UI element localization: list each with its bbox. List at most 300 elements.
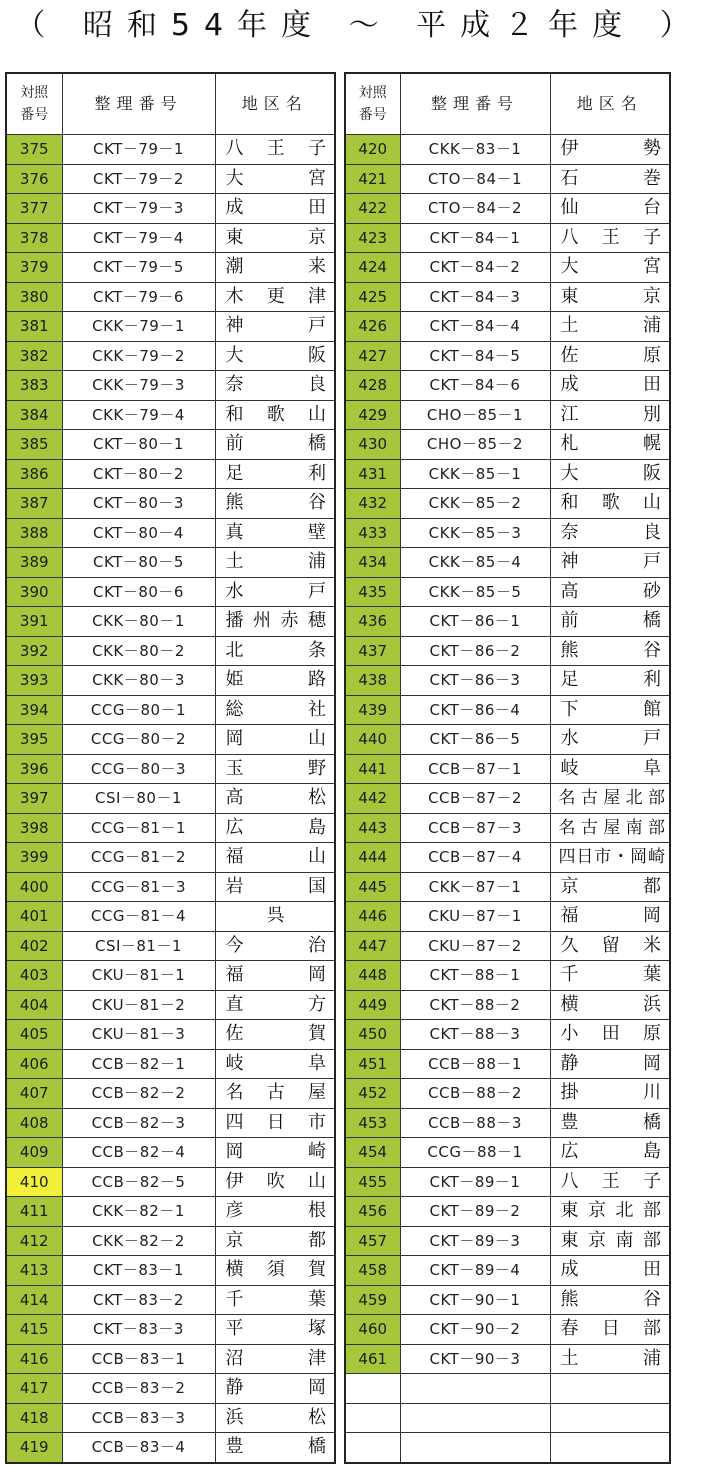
reference-number: 375	[6, 135, 62, 165]
table-row	[6, 1403, 335, 1433]
table-row	[345, 872, 670, 902]
area-name: 四日市	[225, 1111, 326, 1133]
reference-number: 407	[6, 1079, 62, 1109]
table-row	[6, 1344, 335, 1374]
reference-number: 447	[345, 931, 400, 961]
area-name-cell	[215, 1167, 335, 1197]
record-code: CKT－86－4	[400, 695, 550, 725]
left-table-body	[6, 135, 335, 1463]
table-row	[6, 223, 335, 253]
record-code: CKT－80－3	[62, 489, 215, 519]
reference-number: 452	[345, 1079, 400, 1109]
area-name: 奈良	[560, 521, 661, 543]
header-code: 整理番号	[62, 73, 215, 135]
table-row	[345, 223, 670, 253]
table-row	[345, 1108, 670, 1138]
table-row	[345, 430, 670, 460]
area-name: 熊谷	[560, 639, 661, 661]
area-name-cell	[215, 1020, 335, 1050]
table-row	[6, 1079, 335, 1109]
reference-number: 424	[345, 253, 400, 283]
table-row	[345, 961, 670, 991]
area-name-cell	[215, 813, 335, 843]
record-code: CKT－88－3	[400, 1020, 550, 1050]
reference-number: 451	[345, 1049, 400, 1079]
page-title: （ 昭和54年度 ～ 平成２年度 ）	[15, 8, 704, 43]
area-name: 四日市・岡崎	[558, 847, 665, 868]
area-name-cell	[550, 548, 670, 578]
table-row	[6, 1374, 335, 1404]
area-name: 小田原	[560, 1023, 661, 1045]
area-name: 潮来	[225, 256, 326, 278]
area-name: 福岡	[225, 964, 326, 986]
area-name: 成田	[560, 1259, 661, 1281]
record-code: CKT－90－1	[400, 1285, 550, 1315]
record-code: CKT－89－3	[400, 1226, 550, 1256]
reference-number: 411	[6, 1197, 62, 1227]
reference-number: 402	[6, 931, 62, 961]
table-row	[345, 607, 670, 637]
record-code: CKT－83－3	[62, 1315, 215, 1345]
table-row	[6, 813, 335, 843]
table-row	[6, 489, 335, 519]
table-row	[345, 400, 670, 430]
reference-number: 397	[6, 784, 62, 814]
record-code: CKT－79－2	[62, 164, 215, 194]
table-row	[6, 548, 335, 578]
table-row	[345, 489, 670, 519]
reference-number: 412	[6, 1226, 62, 1256]
area-name: 呉	[266, 905, 285, 927]
reference-number: 409	[6, 1138, 62, 1168]
record-code: CCB－82－5	[62, 1167, 215, 1197]
reference-number: 440	[345, 725, 400, 755]
area-name: 彦根	[225, 1200, 326, 1222]
area-name-cell	[215, 459, 335, 489]
table-row	[345, 1285, 670, 1315]
area-name-cell	[215, 194, 335, 224]
table-row	[6, 459, 335, 489]
area-name-cell	[550, 577, 670, 607]
area-name-cell	[215, 577, 335, 607]
reference-number: 415	[6, 1315, 62, 1345]
area-name-cell	[550, 990, 670, 1020]
reference-number: 435	[345, 577, 400, 607]
reference-number: 425	[345, 282, 400, 312]
header-area: 地区名	[550, 73, 670, 135]
area-name-cell	[550, 282, 670, 312]
reference-number: 445	[345, 872, 400, 902]
record-code: CKK－79－2	[62, 341, 215, 371]
record-code: CKK－82－1	[62, 1197, 215, 1227]
area-name-cell	[215, 1197, 335, 1227]
area-name-cell	[215, 754, 335, 784]
area-name-cell	[215, 1433, 335, 1463]
table-row	[345, 459, 670, 489]
reference-number: 454	[345, 1138, 400, 1168]
table-row	[6, 1197, 335, 1227]
reference-number: 446	[345, 902, 400, 932]
area-name: 前橋	[560, 610, 661, 632]
area-name: 東京	[560, 285, 661, 307]
table-row	[345, 518, 670, 548]
area-name-cell	[215, 1344, 335, 1374]
record-code: CKT－79－1	[62, 135, 215, 165]
area-name: 大宮	[225, 167, 326, 189]
area-name-cell	[215, 1285, 335, 1315]
area-name: 仙台	[560, 197, 661, 219]
table-row	[345, 1344, 670, 1374]
area-name-cell	[215, 1315, 335, 1345]
area-name: 東京北部	[560, 1200, 661, 1222]
record-code: CKU－87－1	[400, 902, 550, 932]
reference-number: 380	[6, 282, 62, 312]
reference-number: 391	[6, 607, 62, 637]
area-name: 姫路	[225, 669, 326, 691]
area-name: 奈良	[225, 374, 326, 396]
header-number-line2: 番号	[20, 107, 49, 123]
area-name: 浜松	[225, 1406, 326, 1428]
area-name-cell	[550, 813, 670, 843]
area-name: 名古屋南部	[558, 817, 665, 838]
table-row	[345, 1403, 670, 1433]
area-name-cell	[550, 223, 670, 253]
area-name: 水戸	[225, 580, 326, 602]
area-name: 成田	[560, 374, 661, 396]
table-row	[6, 341, 335, 371]
table-row	[345, 1079, 670, 1109]
table-row	[345, 577, 670, 607]
area-name-cell	[215, 164, 335, 194]
area-name: 掛川	[560, 1082, 661, 1104]
record-code: CKT－84－6	[400, 371, 550, 401]
area-name-cell	[215, 843, 335, 873]
reference-number: 410	[6, 1167, 62, 1197]
area-name-cell	[215, 430, 335, 460]
record-code: CKT－89－4	[400, 1256, 550, 1286]
area-name-cell	[550, 1226, 670, 1256]
area-name-cell	[550, 1344, 670, 1374]
area-name-cell	[215, 1049, 335, 1079]
right-table	[344, 72, 671, 1464]
table-row	[6, 1315, 335, 1345]
reference-number: 379	[6, 253, 62, 283]
record-code: CKT－80－1	[62, 430, 215, 460]
area-name-cell	[215, 1226, 335, 1256]
record-code: CKT－79－3	[62, 194, 215, 224]
reference-number: 416	[6, 1344, 62, 1374]
area-name-cell	[550, 902, 670, 932]
area-name-cell	[215, 400, 335, 430]
record-code: CCB－88－1	[400, 1049, 550, 1079]
area-name-cell	[215, 1403, 335, 1433]
reference-number: 443	[345, 813, 400, 843]
reference-number: 459	[345, 1285, 400, 1315]
area-name: 熊谷	[560, 1288, 661, 1310]
header-code: 整理番号	[400, 73, 550, 135]
reference-number: 420	[345, 135, 400, 165]
area-name-cell	[215, 1138, 335, 1168]
header-number-line1: 対照	[20, 85, 49, 101]
header-area: 地区名	[215, 73, 335, 135]
reference-number: 432	[345, 489, 400, 519]
area-name: 足利	[225, 462, 326, 484]
area-name: 土浦	[560, 315, 661, 337]
area-name: 岐阜	[560, 757, 661, 779]
area-name: 名古屋北部	[558, 788, 665, 809]
area-name-cell	[215, 1079, 335, 1109]
record-code: CKT－84－1	[400, 223, 550, 253]
area-name-cell	[550, 400, 670, 430]
record-code: CKT－84－5	[400, 341, 550, 371]
table-row	[345, 253, 670, 283]
table-row	[6, 1167, 335, 1197]
reference-number: 377	[6, 194, 62, 224]
record-code: CKT－80－6	[62, 577, 215, 607]
area-name-cell	[550, 194, 670, 224]
table-row	[345, 164, 670, 194]
table-row	[6, 282, 335, 312]
record-code: CCB－83－2	[62, 1374, 215, 1404]
area-name-cell	[215, 1374, 335, 1404]
record-code: CKK－79－4	[62, 400, 215, 430]
area-name: 前橋	[225, 433, 326, 455]
table-row	[6, 518, 335, 548]
area-name: 久留米	[560, 934, 661, 956]
table-row	[345, 1433, 670, 1463]
area-name-cell	[215, 548, 335, 578]
area-name-cell	[215, 636, 335, 666]
table-row	[345, 135, 670, 165]
record-code: CCG－81－3	[62, 872, 215, 902]
area-name-cell	[550, 1285, 670, 1315]
table-row	[345, 784, 670, 814]
table-row	[6, 1226, 335, 1256]
area-name-cell	[215, 253, 335, 283]
area-name: 佐原	[560, 344, 661, 366]
table-row	[345, 754, 670, 784]
area-name: 広島	[560, 1141, 661, 1163]
area-name-cell	[550, 1403, 670, 1433]
table-row	[6, 312, 335, 342]
area-name-cell	[550, 1138, 670, 1168]
record-code: CCB－88－3	[400, 1108, 550, 1138]
area-name-cell	[215, 312, 335, 342]
record-code: CKT－80－4	[62, 518, 215, 548]
area-name-cell	[215, 223, 335, 253]
record-code: CKT－79－5	[62, 253, 215, 283]
record-code: CTO－84－1	[400, 164, 550, 194]
table-row	[6, 902, 335, 932]
record-code: CKT－89－2	[400, 1197, 550, 1227]
reference-number: 396	[6, 754, 62, 784]
reference-number: 433	[345, 518, 400, 548]
record-code: CCB－83－3	[62, 1403, 215, 1433]
area-name: 熊谷	[225, 492, 326, 514]
area-name-cell	[550, 1315, 670, 1345]
table-row	[345, 902, 670, 932]
table-row	[345, 1167, 670, 1197]
reference-number: 378	[6, 223, 62, 253]
reference-number: 442	[345, 784, 400, 814]
record-code: CKT－86－1	[400, 607, 550, 637]
table-row	[345, 548, 670, 578]
record-code: CKT－90－2	[400, 1315, 550, 1345]
record-code: CKK－85－3	[400, 518, 550, 548]
area-name: 平塚	[225, 1318, 326, 1340]
area-name: 八王子	[560, 1170, 661, 1192]
area-name-cell	[550, 135, 670, 165]
area-name-cell	[550, 341, 670, 371]
record-code: CKU－87－2	[400, 931, 550, 961]
area-name: 横須賀	[225, 1259, 326, 1281]
area-name-cell	[550, 253, 670, 283]
reference-number: 423	[345, 223, 400, 253]
area-name-cell	[550, 695, 670, 725]
record-code: CKK－79－1	[62, 312, 215, 342]
table-row	[6, 695, 335, 725]
record-code: CKT－79－6	[62, 282, 215, 312]
area-name: 沼津	[225, 1347, 326, 1369]
table-row	[6, 843, 335, 873]
reference-number: 417	[6, 1374, 62, 1404]
reference-number: 404	[6, 990, 62, 1020]
table-row	[6, 754, 335, 784]
table-row	[345, 371, 670, 401]
area-name: 横浜	[560, 993, 661, 1015]
reference-number: 392	[6, 636, 62, 666]
area-name-cell	[550, 1167, 670, 1197]
record-code: CSI－81－1	[62, 931, 215, 961]
record-code: CCG－80－1	[62, 695, 215, 725]
area-name-cell	[550, 1433, 670, 1463]
table-row	[6, 253, 335, 283]
area-name: 直方	[225, 993, 326, 1015]
reference-number: 441	[345, 754, 400, 784]
reference-number	[345, 1403, 400, 1433]
reference-number: 437	[345, 636, 400, 666]
table-row	[345, 725, 670, 755]
reference-number: 460	[345, 1315, 400, 1345]
table-row	[345, 843, 670, 873]
area-name: 成田	[225, 197, 326, 219]
record-code: CKT－80－2	[62, 459, 215, 489]
area-name: 木更津	[225, 285, 326, 307]
record-code: CKU－81－2	[62, 990, 215, 1020]
table-row	[345, 1020, 670, 1050]
area-name-cell	[215, 872, 335, 902]
reference-number: 429	[345, 400, 400, 430]
record-code: CCB－88－2	[400, 1079, 550, 1109]
area-name: 北条	[225, 639, 326, 661]
area-name-cell	[550, 961, 670, 991]
record-code: CKT－89－1	[400, 1167, 550, 1197]
area-name: 春日部	[560, 1318, 661, 1340]
area-name: 石巻	[560, 167, 661, 189]
area-name: 伊吹山	[225, 1170, 326, 1192]
area-name: 名古屋	[225, 1082, 326, 1104]
area-name-cell	[215, 902, 335, 932]
area-name-cell	[215, 990, 335, 1020]
reference-number: 438	[345, 666, 400, 696]
area-name-cell	[550, 931, 670, 961]
reference-number: 436	[345, 607, 400, 637]
table-row	[6, 1256, 335, 1286]
record-code: CCB－83－4	[62, 1433, 215, 1463]
area-name: 八王子	[560, 226, 661, 248]
table-row	[345, 666, 670, 696]
record-code: CKK－85－2	[400, 489, 550, 519]
area-name-cell	[550, 430, 670, 460]
reference-number: 381	[6, 312, 62, 342]
table-row	[6, 990, 335, 1020]
reference-number: 385	[6, 430, 62, 460]
record-code: CSI－80－1	[62, 784, 215, 814]
reference-number: 455	[345, 1167, 400, 1197]
area-name: 佐賀	[225, 1023, 326, 1045]
area-name-cell	[550, 164, 670, 194]
table-row	[6, 784, 335, 814]
header-row	[6, 73, 335, 135]
record-code: CKT－86－3	[400, 666, 550, 696]
reference-number: 399	[6, 843, 62, 873]
area-name-cell	[215, 961, 335, 991]
area-name-cell	[550, 843, 670, 873]
record-code: CKT－80－5	[62, 548, 215, 578]
area-name-cell	[550, 371, 670, 401]
area-name-cell	[550, 459, 670, 489]
header-number-line1: 対照	[358, 85, 387, 101]
area-name-cell	[215, 518, 335, 548]
reference-number: 439	[345, 695, 400, 725]
record-code: CKK－85－1	[400, 459, 550, 489]
reference-number: 450	[345, 1020, 400, 1050]
record-code: CCB－82－1	[62, 1049, 215, 1079]
record-code: CTO－84－2	[400, 194, 550, 224]
table-row	[345, 1226, 670, 1256]
area-name: 東京南部	[560, 1229, 661, 1251]
right-table-body	[345, 135, 670, 1463]
table-row	[6, 1020, 335, 1050]
record-code: CCB－87－4	[400, 843, 550, 873]
area-name-cell	[215, 1256, 335, 1286]
table-row	[6, 371, 335, 401]
table-row	[6, 194, 335, 224]
area-name-cell	[215, 135, 335, 165]
area-name-cell	[550, 607, 670, 637]
area-name: 下館	[560, 698, 661, 720]
record-code: CKK－83－1	[400, 135, 550, 165]
record-code: CKT－88－1	[400, 961, 550, 991]
area-name-cell	[215, 931, 335, 961]
table-row	[6, 872, 335, 902]
area-name: 伊勢	[560, 138, 661, 160]
header-number-line2: 番号	[358, 107, 387, 123]
table-row	[6, 1285, 335, 1315]
area-name-cell	[550, 1020, 670, 1050]
table-row	[6, 725, 335, 755]
table-row	[345, 1315, 670, 1345]
record-code	[400, 1374, 550, 1404]
area-name-cell	[550, 872, 670, 902]
record-code: CKK－85－4	[400, 548, 550, 578]
table-row	[345, 1374, 670, 1404]
table-row	[6, 961, 335, 991]
table-row	[6, 430, 335, 460]
reference-number: 422	[345, 194, 400, 224]
area-name: 土浦	[560, 1347, 661, 1369]
reference-number: 448	[345, 961, 400, 991]
